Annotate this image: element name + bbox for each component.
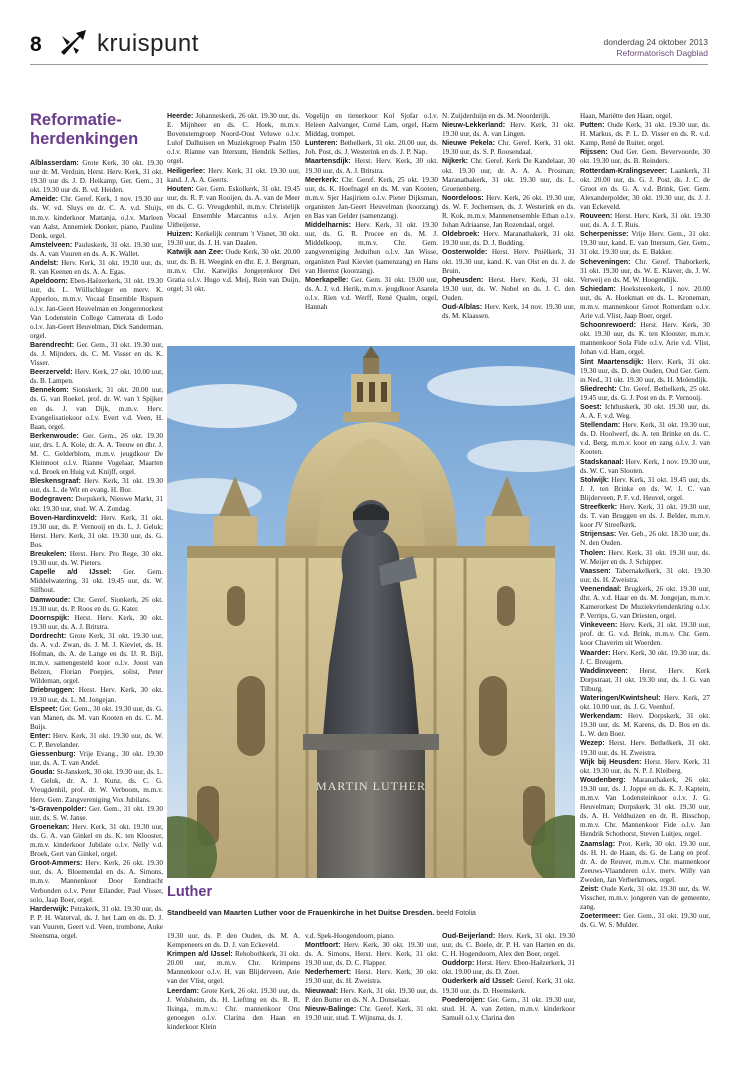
listing-entry (442, 139, 575, 157)
listing-column (30, 159, 163, 1063)
place-name: Nederhemert: (305, 968, 352, 977)
place-name: Bleskensgraaf: (30, 477, 81, 486)
listing-entry (30, 905, 163, 941)
service-details: Johanneskerk, 26 okt. 19.30 uur, ds. E. Mijnheer en ds. C. Hoek, m.m.v. Bovenstemgroep Noord-Oost Veluwe o.l.v. Lulof Dalhuisen en Muziekgroep Psalm 150 o.l.v. Rianne van Ittersum, Hendrik Sellies, orgel. (167, 112, 300, 166)
airplane-icon (56, 28, 90, 56)
service-details: Herv. Kerk, 31 okt. 19.30 uur, ds. D. Hoolwerf, ds. A. ten Brinke en ds. C. v.d. Berg, m.m.v. koor en zang o.l.v. J. van Kooten. (580, 421, 710, 457)
service-details: N. Zuijderduijn en ds. M. Noorderijk. (442, 112, 551, 120)
service-details: Herv. Maranathakerk, 31 okt. 19.30 uur, ds. D. J. Budding. (442, 230, 575, 248)
listing-entry (580, 476, 710, 503)
place-name: Rouveen: (580, 212, 613, 221)
place-name: Moerkapelle: (305, 275, 349, 284)
place-name: Ouddorp: (442, 959, 475, 968)
service-details: Herv. Kerk, 31 okt. 19.30 uur, ds. R. van Keenen en ds. A. A. Egas. (30, 259, 163, 277)
service-details: Ger. Gem. Eskolkerk, 31 okt. 19.45 uur, ds. R. P. van Rooijen, ds. A. van de Meer en ds. C. G. Vreugdenhil, m.m.v. Christelijk Vocaal Ensemble Marcantus o.l.v. Arjen Uitbeijerse. (167, 184, 300, 230)
page-header (0, 0, 738, 66)
listing-entry (580, 358, 710, 385)
service-details: 19.30 uur, ds. P. den Ouden, ds. M. A. Kempeneers en ds. D. J. van Eckeveld. (167, 932, 300, 950)
service-details: Chr. Geref. Bethelkerk, 25 okt. 19.45 uur, ds. G. J. Post en ds. P. Vernooij. (580, 384, 710, 402)
listing-entry (442, 977, 575, 995)
listing-entry (30, 686, 163, 704)
service-details: Maranathakerk, 26 okt. 19.30 uur, ds. J. Joppe en ds. K. J. Kaptein, m.m.v. Van Lodensteinkoor o.l.v. J. G. Heuvelman; Dorpskerk, 31 okt. 19.30 uur, ds. A. H. Veldhuizen en dr. R. Bisschop, m.m.v. Chr. Mannenkoor Fide o.l.v. Jan Hendrik Schothorst, Steven Luitjes, orgel. (580, 775, 710, 839)
listing-entry (580, 503, 710, 530)
service-details: Prot. Kerk, 30 okt. 19.30 uur, ds. H. H. de Haan, ds. G. de Lang en prof. dr. A. de Reuver, m.m.v. Chr. mannenkoor Zeeuws-Vlaanderen o.l.v. merv. Willy van Zweden, Jan Verberkmoes, orgel. (580, 839, 710, 884)
service-details: Oude Kerk, 31 okt. 19.30 uur, ds. H. Markus, ds. P. L. D. Visser en ds. R. v.d. Kamp, René de Ruiter, orgel. (580, 121, 710, 148)
place-name: Ouderkerk a/d IJssel: (442, 977, 515, 986)
place-name: Doornspijk: (30, 613, 70, 622)
service-details: Herv. Kerk, 31 okt. 19.30 uur, ds. A. van Lingen. (442, 121, 575, 139)
listing-entry (167, 950, 300, 986)
listing-entry (30, 159, 163, 195)
listing-entry (580, 549, 710, 567)
newspaper-name: Reformatorisch Dagblad (616, 48, 708, 58)
place-name: Stellendam: (580, 421, 621, 430)
listing-entry (167, 112, 300, 167)
listing-entry (30, 514, 163, 550)
place-name: Dordrecht: (30, 631, 67, 640)
listing-entry (580, 167, 710, 212)
listing-entry (580, 458, 710, 476)
listing-column (442, 932, 575, 1063)
service-details: Oude Kerk, 31 okt. 19.30 uur, ds. W. Visscher, m.m.v. jongeren van de gemeente, zang. (580, 884, 710, 912)
place-name: Rijssen: (580, 148, 608, 157)
place-name: Breukelen: (30, 550, 67, 559)
service-details: Herv. Kerk, 31 okt. 19.30 uur, ds. C. Boele, dr. P. H. van Harten en ds. C. H. Hogendoorn, Alex den Boer, orgel. (442, 932, 575, 959)
service-details: Herv. Kerk, 31 okt. 19.30 uur, ds. P. Vernooij en ds. L. J. Geluk; Herst. Herv. Kerk, 31 okt. 19.30 uur, ds. G. Bos. (30, 513, 163, 549)
listing-entry (30, 768, 163, 804)
service-details: Herv. Kerk, 31 okt. 19.45 uur, ds. J. J. ten Brinke en ds. W. J. C. van Blijderveen, P. F. v.d. Heuvel, orgel. (580, 475, 710, 502)
place-name: Sliedrecht: (580, 384, 617, 393)
place-name: Wateringen/Kwintsheul: (580, 694, 661, 702)
listing-entry (580, 148, 710, 166)
listing-entry (580, 530, 710, 548)
listing-entry (580, 776, 710, 840)
listing-entry (30, 705, 163, 732)
place-name: Scheveningen: (580, 257, 631, 266)
place-name: Capelle a/d IJssel: (30, 568, 112, 577)
place-name: Ameide: (30, 195, 58, 204)
listing-entry (305, 941, 438, 968)
place-name: Leerdam: (167, 986, 199, 995)
listing-column (580, 112, 710, 1063)
service-details: Herst. Herv. Kerk, 30 okt. 19.30 uur, ds. H. Zweistra. (305, 968, 438, 986)
place-name: Veenendaal: (580, 584, 622, 593)
place-name: Nijkerk: (442, 157, 469, 166)
listing-entry (167, 185, 300, 230)
place-name: Scherpenisse: (580, 230, 629, 239)
place-name: Andelst: (30, 259, 59, 268)
service-details: Vrije Herv. Gem., 31 okt. 19.30 uur, kand. E. van Ittersum, Ger. Gem., 31 okt. 19.30 uur, ds. E. Bakker. (580, 230, 710, 257)
place-name: Apeldoorn: (30, 277, 68, 286)
listing-entry (30, 195, 163, 240)
article-title: Reformatie-herdenkingen (30, 111, 139, 148)
listing-entry (30, 550, 163, 568)
listing-entry (30, 750, 163, 768)
service-details: Chr. Geref. Kerk, 25 okt. 19.30 uur, ds. K. Hoefnagel en ds. M. van Kooten, m.m.v. Sjer Hasjiriem o.l.v. Pieter Dijksman, organisten Jan-Geert Heuvelman (koorzang) en Bas van Gelder (samenzang). (305, 175, 438, 221)
listing-entry (580, 321, 710, 357)
listing-entry (580, 912, 710, 930)
listing-entry (580, 403, 710, 421)
listing-entry (30, 632, 163, 687)
listing-entry (30, 241, 163, 259)
service-details: Ger. Gem., 31 okt. 19.30 uur, ds. G. W. S. Mulder. (580, 912, 710, 930)
header-divider (30, 64, 708, 65)
listing-entry (305, 968, 438, 986)
place-name: Oosterwolde: (442, 248, 488, 257)
listing-entry (580, 712, 710, 739)
listing-entry (580, 258, 710, 285)
service-details: Vogelijn en tienerkoor Kol Sjofar o.l.v. Heleen Aalvanger, Corné Lam, orgel, Harm Middag, trompet. (305, 112, 438, 139)
listing-entry (442, 932, 575, 959)
place-name: Vinkeveen: (580, 621, 618, 630)
service-details: Kerkelijk centrum 't Visnet, 30 okt. 19.30 uur, ds. J. H. van Daalen. (167, 230, 300, 248)
listing-entry (580, 567, 710, 585)
listing-entry (580, 739, 710, 757)
listing-entry (580, 585, 710, 621)
listing-entry (305, 112, 438, 139)
place-name: Waarder: (580, 648, 611, 657)
listing-entry (442, 112, 575, 121)
place-name: Elspeet: (30, 704, 58, 713)
listing-entry (305, 932, 438, 941)
listing-entry (30, 732, 163, 750)
listing-entry (30, 432, 163, 477)
place-name: Groot-Ammers: (30, 859, 83, 868)
service-details: Herst. Herv. Kerk Dorpstraat, 31 okt. 19.30 uur, ds. J. G. van Tilburg. (580, 666, 710, 693)
service-details: Sionskerk, 31 okt. 20.00 uur, ds. G. van Roekel, prof. dr. W. van 't Spijker en ds. J. van Dijk, m.m.v. Herv. Evangelisatiekoor o.l.v. Evert v.d. Veen, H. Baan, orgel. (30, 386, 163, 431)
service-details: Herv. Kerk, 27 okt. 10.00 uur, ds. B. Lampen. (30, 368, 163, 386)
service-details: Herv. Kerk, 31 okt. 19.30 uur, ds. D. den Ouden, Oud Ger. Gem. in Ned., 31 okt. 19.30 uur, ds. H. Molendijk. (580, 357, 710, 384)
place-name: Heerde: (167, 112, 194, 120)
place-name: Werkendam: (580, 712, 623, 721)
place-name: Driebruggen: (30, 686, 75, 695)
service-details: Herv. Kerk, 31 okt. 19.30 uur, ds. L. de Wit en evang. H. Bor. (30, 477, 163, 495)
service-details: Ger. Gem., 31 okt. 19.30 uur, ds. J. Mijnders, ds. C. M. Visser en ds. K. Visser. (30, 340, 163, 368)
listing-entry (442, 157, 575, 193)
service-details: Hoeksteenkerk, 1 nov. 20.00 uur, ds. A. Hoekman en ds. L. Kroneman, m.m.v. mannenkoor Groot Rotterdam o.l.v. Arie v.d. Vlist, Jaap Boer, orgel. (580, 284, 710, 321)
service-details: Herst. Herv. Kerk, 30 okt. 19.30 uur, ds. A. J. Britstra. (30, 613, 163, 631)
place-name: Meerkerk: (305, 175, 339, 184)
service-details: Herv. Kerk, 31 okt. 19.30 uur, kand. J. A. A. Geerts. (167, 166, 300, 184)
service-details: Herv. Kerk, 31 okt. 19.30 uur, ds. W. Meijer en ds. J. Schipper. (580, 548, 710, 566)
service-details: Herv. Kerk, 31 okt. 19.30 uur, ds. P. den Butter en ds. N. A. Donselaar. (305, 986, 438, 1004)
service-details: Grote Kerk, 30 okt. 19.30 uur dr. M. Verduin, Herst. Herv. Kerk, 31 okt. 19.30 uur ds. J. D. Heikamp, Ger. Gem., 31 okt. 19.30 uur ds. B. vd. Heiden. (30, 159, 163, 195)
service-details: Bethelkerk, 31 okt. 20.00 uur, ds. Joh. Post, ds. J. Westerink en ds. J. P. Nap. (305, 139, 438, 157)
place-name: Noordeloos: (442, 193, 484, 202)
service-details: Ger. Gem., 31 okt. 19.30 uur, stud. H. A. van Zetten, m.m.v. kinderkoor Samuël o.l.v. Clarina den (442, 995, 575, 1022)
place-name: Tholen: (580, 548, 606, 557)
place-name: Waddinxveen: (580, 666, 628, 675)
place-name: Oud-Alblas: (442, 302, 483, 311)
listing-entry (305, 276, 438, 312)
place-name: Nieuw-Lekkerland: (442, 121, 506, 130)
place-name: Enter: (30, 731, 51, 740)
statue-inscription: MARTIN LUTHER (316, 779, 426, 793)
service-details: Herst. Herv. Pro Rege, 30 okt. 19.30 uur, ds. W. Pieters. (30, 550, 163, 568)
service-details: Herst. Herv. Eben-Haëzerkerk, 31 okt. 19.00 uur, ds. D. Zoet. (442, 959, 575, 977)
place-name: Heiligerlee: (167, 166, 206, 175)
place-name: Boven-Hardinxveld: (30, 513, 98, 522)
listing-entry (580, 758, 710, 776)
place-name: Nieuwe Pekela: (442, 139, 495, 148)
listing-entry (30, 386, 163, 431)
listing-entry (167, 932, 300, 950)
place-name: Gouda: (30, 768, 55, 777)
service-details: Ger. Gem., 30 okt. 19.30 uur, ds. G. van Manen, ds. M. van Kooten en ds. C. M. Buijs. (30, 704, 163, 731)
listing-entry (305, 987, 438, 1005)
place-name: Wijk bij Heusden: (580, 757, 642, 766)
service-details: Herv. Kerk, 31 okt. 19.30 uur, ds. T. van Bruggen en ds. J. Belder, m.m.v. koor JV Streefkerk. (580, 503, 710, 530)
service-details: Herv. Kerk, 31 okt. 19.30 uur, ds. W. C. P. Bevelander. (30, 731, 163, 749)
service-details: Eben-Haëzerkerk, 31 okt. 19.30 uur, ds. L. Wüllschleger en merv. K. Apperloo, m.m.v. Vocaal Ensemble Rispsen o.l.v. Jan-Geert Heuvelman en Jongerenorkest Van Lodenstein College Camerata di Lodo o.l.v. Jan-Geert Heuvelman, Dick Sanderman, orgel. (30, 277, 163, 340)
listing-column (442, 112, 575, 344)
place-name: Barendrecht: (30, 340, 75, 349)
place-name: 's-Gravenpolder: (30, 804, 87, 813)
place-name: Strijensas: (580, 530, 617, 539)
service-details: Oude Kerk, 30 okt. 20.00 uur, ds. B. H. Weegink en dhr. E. J. Bergman, m.m.v. Chr. Katwijks Jongerenkoor Dei Gratia o.l.v. Hugo v.d. Meij, Rein van Duijn, orgel; 31 okt. (167, 248, 300, 293)
listing-entry (305, 221, 438, 276)
listing-entry (30, 568, 163, 595)
listing-entry (580, 667, 710, 694)
service-details: Ver. Geb., 26 okt. 18.30 uur, ds. N. den Ouden. (580, 530, 710, 548)
service-details: Herv. Kerk, 26 okt. 19.30 uur, ds. A. Bloemendal en ds. A. Simons, m.m.v. Mannenkoor Door Eendracht Verbonden o.l.v. Peter Eilander, Paul Visser, solo, Jaap Boer, orgel. (30, 859, 163, 904)
listing-entry (580, 121, 710, 148)
listing-entry (580, 230, 710, 257)
listing-entry (580, 112, 710, 121)
place-name: Lunteren: (305, 139, 338, 148)
listing-entry (580, 694, 710, 712)
service-details: Herst. Herv. Kerk, 31 okt. 19.30 uur, ds. N. P. J. Kleiberg. (580, 757, 710, 775)
service-details: Chr. Geref. Thaborkerk, 31 okt. 19.30 uur, ds. W. E. Klaver, ds. J. W. Verweij en ds. M. W. Hoogendijk. (580, 257, 710, 284)
service-details: Oud Ger. Gem. Bevervoorde, 30 okt. 19.30 uur, ds. B. Reinders. (580, 148, 710, 166)
service-details: Herst. Herv. Kerk, 30 okt. 19.30 uur, ds. A. J. Britstra. (305, 157, 438, 175)
listing-entry (442, 276, 575, 303)
service-details: Tabernakelkerk, 31 okt. 19.30 uur, ds. H. Zweistra. (580, 566, 710, 584)
place-name: Wezep: (580, 739, 605, 748)
service-details: Vrije Evang., 30 okt. 19.30 uur, ds. A. T. van Andel. (30, 750, 163, 768)
service-details: Herv. Kerk, 31 okt. 19.30 uur, ds. G. A. van Ginkel en ds. K. ten Klooster, m.m.v. kinderkoor Jubilate o.l.v. Nelly v.d. Broek, Gert van Ginkel, orgel. (30, 822, 163, 859)
listing-entry (167, 167, 300, 185)
place-name: Stadskanaal: (580, 457, 624, 466)
listing-entry (30, 495, 163, 513)
place-name: Zaamslag: (580, 839, 616, 848)
place-name: Oldebroek: (442, 230, 480, 239)
service-details: Herst. Herv. Pniëlkerk, 31 okt. 19.30 uur, kand. K. van Olst en ds. J. de Bruin. (442, 248, 575, 275)
place-name: Rotterdam-Kralingseveer: (580, 166, 668, 175)
service-details: Ger. Gem., 26 okt. 19.30 uur, drs. I. A. Kole, dr. A. A. Teeuw en dhr. J. M. C. Gelderblom, m.m.v. jeugdkoor De Kleinnoot o.l.v. Rianne Vogelaar, Maarten v.d. Broek en Huig v.d. Knijff, orgel. (30, 431, 163, 477)
listing-column (305, 112, 438, 344)
place-name: Beerzerveld: (30, 368, 73, 377)
listing-entry (580, 840, 710, 885)
service-details: Herv. Kerk, 26 okt. 19.30 uur, ds. W. F. Jochemsen, ds. J. Westerink en ds. R. Kok, m.m.v. Mannenensemble Ethan o.l.v. Johan Adriaanse, Jan Rozendaal, orgel. (442, 193, 575, 230)
listing-entry (30, 259, 163, 277)
listing-entry (30, 859, 163, 904)
place-name: Opheusden: (442, 275, 484, 284)
listing-entry (442, 996, 575, 1023)
listing-entry (30, 341, 163, 368)
listing-entry (442, 248, 575, 275)
listing-column (305, 932, 438, 1063)
service-details: Rehobothkerk, 31 okt. 20.00 uur, m.m.v. Chr. Krimpens Mannenkoor o.l.v. H. van Blijderveen, Arie van der Vlist, orgel. (167, 950, 300, 986)
service-details: Chr. Geref. Kerk, 31 okt. 19.30 uur, stud. T. Wijnsma, ds. J. (305, 1004, 438, 1022)
service-details: Grote Kerk, 26 okt. 19.30 uur, ds. J. Wolsheim, ds. H. Liefting en ds. R. R. Ilsinga, m.m.v.: Chr. mannenkoor Ons genoegen o.l.v. Clarina den Haan en kinderkoor Klein (167, 986, 300, 1031)
place-name: Putten: (580, 121, 605, 130)
listing-entry (442, 230, 575, 248)
place-name: Houten: (167, 184, 194, 193)
service-details: Geref. Kerk, 31 okt. 19.30 uur, ds. D. Heemskerk. (442, 977, 575, 995)
place-name: Huizen: (167, 230, 193, 239)
place-name: Bodegraven: (30, 495, 74, 504)
photo-caption (167, 908, 577, 917)
service-details: Herst. Herv. Kerk, 31 okt. 19.30 uur, ds. A. J. T. Ruis. (580, 212, 710, 230)
service-details: Grote Kerk, 31 okt. 19.30 uur, ds. A. v.d. Zwan, ds. J. M. J. Kieviet, ds. H. Hofman, ds. A. de Lange en ds. IJ. R. Bijl, m.m.v. samengesteld koor o.l.v. Joost van Belzen, Florian Poepjes, solist, Peter Wildeman, orgel. (30, 631, 163, 686)
service-details: Ger. Gem. Middelwatering, 31 okt. 19.45 uur, ds. W. Silfhout. (30, 568, 163, 595)
place-name: Middelharnis: (305, 221, 352, 230)
place-name: Groenekan: (30, 822, 70, 831)
place-name: Alblasserdam: (30, 159, 79, 167)
listing-entry (442, 959, 575, 977)
place-name: Krimpen a/d IJssel: (167, 950, 233, 959)
listing-entry (305, 157, 438, 175)
listing-entry (167, 987, 300, 1032)
place-name: Bennekom: (30, 386, 69, 395)
service-details: Chr. Geref. Sionkerk, 26 okt. 19.30 uur, ds. P. Roos en ds. G. Kater. (30, 595, 163, 613)
place-name: Zeist: (580, 884, 599, 893)
service-details: Dorpskerk, Nieuwe Markt, 31 okt. 19.30 uur, stud. W. A. Zondag. (30, 495, 163, 513)
listing-entry (580, 285, 710, 321)
service-details: Herv. Kerk, 30 okt. 19.30 uur, ds. J. C. Breugem. (580, 648, 710, 666)
listing-entry (30, 477, 163, 495)
caption-text: Standbeeld van Maarten Luther voor de Frauenkirche in het Duitse Dresden. (167, 908, 435, 917)
service-details: Herv. Kerk, 14 nov. 19.30 uur, ds. M. Klaassen. (442, 302, 575, 321)
listing-entry (305, 139, 438, 157)
place-name: Berkenwoude: (30, 431, 79, 440)
photo-credit: beeld Fotolia (436, 910, 476, 917)
listing-entry (580, 621, 710, 648)
listing-entry (580, 885, 710, 912)
service-details: Chr. Geref. Kerk, 1 nov. 19.30 uur ds. W. vd. Sluys en dr. C. A. v.d. Sluijs, m.m.v. kinderkoor Mattanja, o.l.v. Marleen van Aalst, Annemiek Donker, piano, Pauline Donk, orgel. (30, 195, 163, 240)
service-details: Herst. Herv. Kerk, 30 okt. 19.30 uur, ds. L. M. Jongejan. (30, 686, 163, 704)
listing-entry (30, 368, 163, 386)
place-name: Stolwijk: (580, 475, 610, 484)
listing-entry (580, 385, 710, 403)
place-name: Sint Maartensdijk: (580, 357, 644, 366)
listing-entry (30, 805, 163, 823)
service-details: Herst. Herv. Bethelkerk, 31 okt. 19.30 uur, ds. H. Zweistra. (580, 739, 710, 757)
listing-entry (30, 596, 163, 614)
place-name: Zoetermeer: (580, 912, 622, 921)
service-details: Brugkerk, 26 okt. 19.30 uur, dhr. A. v.d. Haar en ds. M. Jongejan, m.m.v. Kamerorkest De Muziekvriendenkring o.l.v. P. Verrips, G. van Driesten, orgel. (580, 584, 710, 621)
listing-column (167, 112, 300, 344)
service-details: Chr. Geref. Kerk, 31 okt. 19.30 uur, ds. S. P. Roosendaal. (442, 139, 575, 157)
service-details: Ichthuskerk, 30 okt. 19.30 uur, ds. A. A. F. v.d. Weg. (580, 403, 710, 421)
section-title: kruispunt (97, 30, 199, 57)
photo-caption-title: Luther (167, 884, 213, 900)
listing-entry (30, 277, 163, 341)
listing-entry (442, 194, 575, 230)
listing-entry (305, 176, 438, 221)
place-name: Oud-Beijerland: (442, 932, 496, 940)
listing-entry (442, 121, 575, 139)
place-name: Schiedam: (580, 284, 616, 293)
place-name: Damwoude: (30, 595, 71, 604)
service-details: Herst. Herv. Kerk, 30 okt. 19.30 uur, ds. K. ten Klooster, m.m.v. mannenkoor Sola Fide o.l.v. Arie v.d. Vlist, Johan v.d. Ham, orgel. (580, 321, 710, 357)
listing-entry (580, 649, 710, 667)
listing-column (167, 932, 300, 1063)
service-details: Herv. Kerk, 31 okt. 19.30 uur, ds. G. R. Procee en ds. M. J. Middelkoop, m.m.v. Chr. Gem. zangvereniging Jeduthun o.l.v. Jan Wisse, organisten Paul Kieviet (samenzang) en Hans van Heemst (koorzang). (305, 221, 438, 275)
service-details: Herv. Kerk, 27 okt. 10.00 uur, ds. J. G. Veenhof. (580, 694, 710, 712)
place-name: Schoonrewoerd: (580, 321, 636, 330)
place-name: Woudenberg: (580, 775, 626, 784)
listing-entry (580, 212, 710, 230)
place-name: Nieuwaal: (305, 986, 339, 995)
luther-statue-photo (167, 346, 575, 878)
issue-date: donderdag 24 oktober 2013 (603, 37, 708, 47)
service-details: Pauluskerk, 31 okt. 19.30 uur, ds. A. van Vuuren en ds. A. K. Wallet. (30, 240, 163, 258)
listing-entry (305, 1005, 438, 1023)
place-name: Streefkerk: (580, 503, 618, 512)
listing-entry (580, 421, 710, 457)
page-number: 8 (30, 33, 42, 56)
place-name: Harderwijk: (30, 904, 69, 913)
listing-entry (167, 230, 300, 248)
listing-entry (30, 823, 163, 859)
service-details: Ger. Gem. 31 okt. 19.00 uur, ds. A. J. v.d. Herik, m.m.v. jeugdkoor Asarela o.l.v. Rien v.d. Werff, René Qualm, orgel, Hannah (305, 275, 438, 311)
listing-entry (442, 303, 575, 321)
service-details: Herv. Kerk, 1 nov. 19.30 uur, ds. W. C. van Slooten. (580, 457, 710, 475)
service-details: Petrakerk, 31 okt. 19.30 uur, ds. P. P. H. Waterval, ds. J. het Lam en ds. D. J. van Vuuren, Geert v.d. Veen, trombone, Auke Steensma, orgel. (30, 904, 163, 940)
place-name: Giessenburg: (30, 750, 76, 759)
service-details: Ger. Gem., 31 okt. 19.30 uur, ds. S. W. Janse. (30, 804, 163, 822)
service-details: Herv. Kerk, 30 okt. 19.30 uur, ds. A. Simons, Herst. Herv. Kerk, 31 okt. 19.30 uur, ds. D. C. Flapper. (305, 941, 438, 968)
place-name: Amstelveen: (30, 240, 73, 249)
service-details: Chr. Geref. Kerk De Kandelaar, 30 okt. 19.30 uur, dr. A. A. A. Prosman; Maranathakerk, 31 okt. 19.30 uur, ds. L. Groenenberg. (442, 157, 575, 193)
place-name: Poederoijen: (442, 995, 485, 1004)
place-name: Katwijk aan Zee: (167, 248, 224, 257)
place-name: Nieuw-Balinge: (305, 1004, 357, 1013)
service-details: Laankerk, 31 okt. 20.00 uur, ds. G. J. Post, ds. J. C. de Groot en ds. G. A. v.d. Brink, Ger. Gem. Alexanderpolder, 30 okt. 19.30 uur, ds. J. J. van Eckeveld. (580, 166, 710, 211)
service-details: Herst. Herv. Kerk, 31 okt. 19.30 uur, ds. W. Nobel en ds. J. C. den Ouden. (442, 275, 575, 302)
listing-entry (167, 248, 300, 293)
service-details: Haan, Mariëtte den Haan, orgel. (580, 112, 673, 120)
service-details: St-Janskerk, 30 okt. 19.30 uur, ds. L. J. Geluk, dr. A. J. Kunz, ds. C. G. Vreugdenhil, prof. dr. W. Verboom, m.m.v. Herv. Gem. Zangvereniging Vox Jubilans. (30, 768, 163, 804)
service-details: v.d. Spek-Hoogendoorn, piano. (305, 932, 395, 940)
listing-entry (30, 614, 163, 632)
place-name: Vaassen: (580, 566, 611, 575)
place-name: Maartensdijk: (305, 157, 351, 166)
service-details: Herv. Dorpskerk, 31 okt. 19.30 uur, ds. M. Karens, ds. D. Bos en ds. L. W. den Boer. (580, 712, 710, 739)
service-details: Herv. Kerk, 31 okt. 19.30 uur, prof. dr. G. v.d. Brink, m.m.v. Chr. Gem. koor Chaverim uit Woerden. (580, 621, 710, 648)
place-name: Montfoort: (305, 941, 341, 950)
place-name: Soest: (580, 403, 602, 411)
